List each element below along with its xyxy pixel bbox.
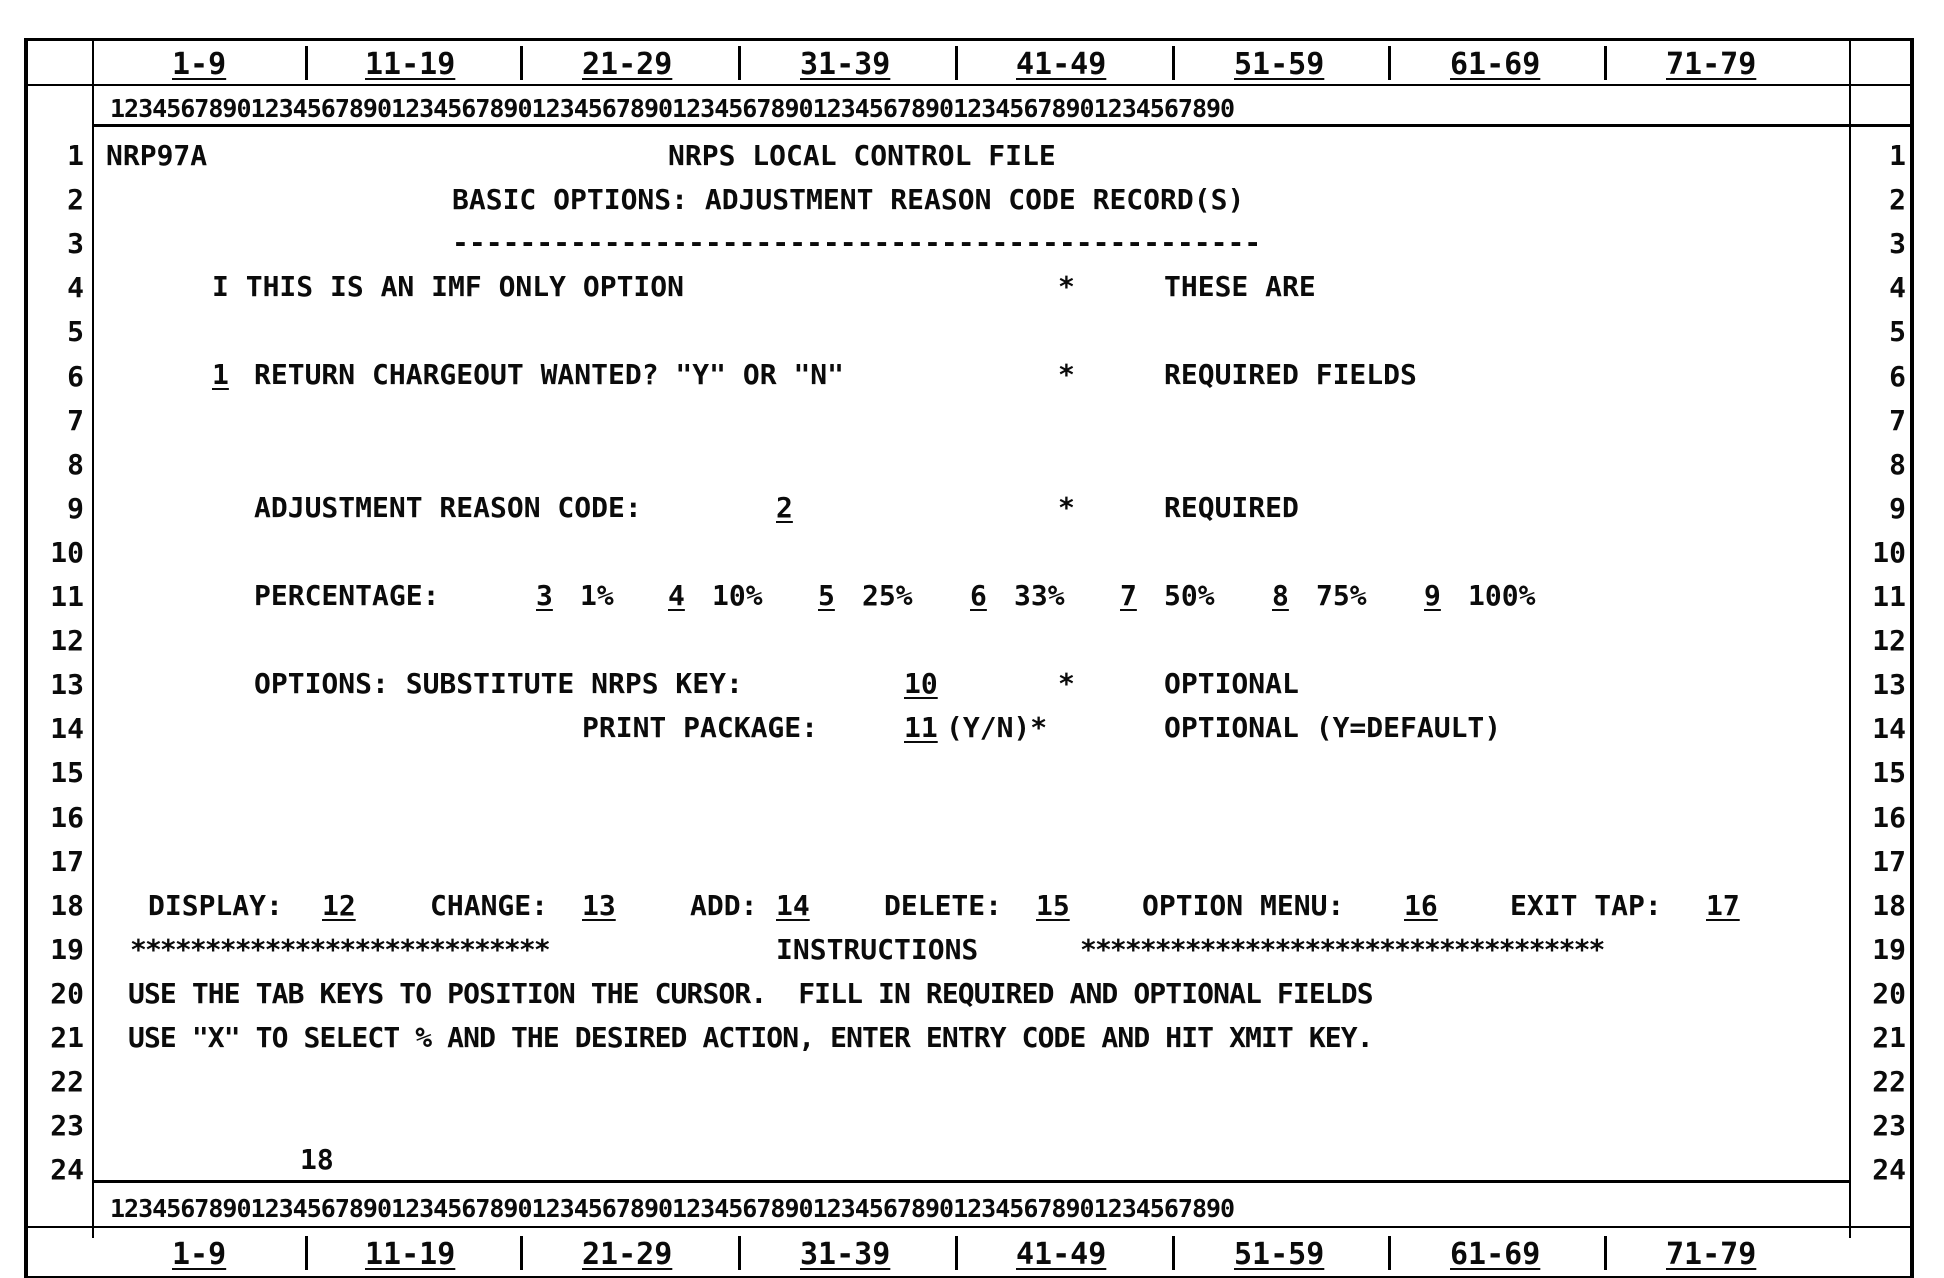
instruction-line-2: USE "X" TO SELECT % AND THE DESIRED ACTION, ENTER ENTRY CODE AND HIT XMIT KEY. <box>128 1021 1373 1054</box>
range-separator <box>955 1236 958 1270</box>
delete-label: DELETE: <box>884 889 1003 922</box>
screen-subtitle: BASIC OPTIONS: ADJUSTMENT REASON CODE RECORD(S) <box>452 183 1245 216</box>
row-number-left: 24 <box>50 1153 84 1186</box>
row-number-right: 13 <box>1872 668 1906 701</box>
row-number-right: 21 <box>1872 1021 1906 1054</box>
column-range-label: 61-69 <box>1450 47 1541 82</box>
range-separator <box>738 46 741 80</box>
range-separator <box>305 46 308 80</box>
row-number-right: 15 <box>1872 756 1906 789</box>
percentage-field-25[interactable]: 5 <box>818 579 835 612</box>
row-number-right: 9 <box>1889 492 1906 525</box>
percentage-field-33[interactable]: 6 <box>970 579 987 612</box>
column-range-label: 71-79 <box>1666 47 1757 82</box>
column-range-label: 41-49 <box>1016 1237 1107 1272</box>
screen-title: NRPS LOCAL CONTROL FILE <box>668 139 1056 172</box>
row-number-left: 19 <box>50 933 84 966</box>
return-chargeout-label: RETURN CHARGEOUT WANTED? "Y" OR "N" <box>254 358 845 391</box>
column-range-label: 71-79 <box>1666 1237 1757 1272</box>
row-number-left: 15 <box>50 756 84 789</box>
top-ruler-line <box>24 84 1914 86</box>
percentage-field-1[interactable]: 3 <box>536 579 553 612</box>
row-number-left: 5 <box>67 315 84 348</box>
row-number-right: 12 <box>1872 624 1906 657</box>
add-label: ADD: <box>690 889 758 922</box>
field-marker-star: * <box>1058 667 1075 700</box>
percentage-value: 10% <box>712 579 763 612</box>
percentage-value: 75% <box>1316 579 1367 612</box>
percentage-label: PERCENTAGE: <box>254 579 440 612</box>
percentage-value: 50% <box>1164 579 1215 612</box>
field-marker-star: * <box>1058 491 1075 524</box>
entry-code-field[interactable]: 18 <box>300 1143 334 1176</box>
column-range-label: 1-9 <box>172 1237 227 1272</box>
row-number-left: 6 <box>67 360 84 393</box>
row-number-left: 18 <box>50 889 84 922</box>
print-package-field[interactable]: 11 <box>904 711 938 744</box>
screen-top-border <box>92 124 1914 127</box>
imf-option-notice: I THIS IS AN IMF ONLY OPTION <box>212 270 685 303</box>
return-chargeout-field[interactable]: 1 <box>212 358 229 391</box>
row-number-right: 10 <box>1872 536 1906 569</box>
percentage-value: 100% <box>1468 579 1536 612</box>
range-separator <box>955 46 958 80</box>
row-number-left: 8 <box>67 448 84 481</box>
these-are-note: THESE ARE <box>1164 270 1316 303</box>
required-note: REQUIRED <box>1164 491 1299 524</box>
row-number-left: 23 <box>50 1109 84 1142</box>
column-range-label: 61-69 <box>1450 1237 1541 1272</box>
instructions-stars-right: *********************************** <box>1080 933 1604 966</box>
row-number-left: 22 <box>50 1065 84 1098</box>
screen-bottom-border <box>92 1180 1850 1183</box>
field-marker-star: * <box>1058 270 1075 303</box>
range-separator <box>1172 46 1175 80</box>
percentage-field-10[interactable]: 4 <box>668 579 685 612</box>
option-menu-label: OPTION MENU: <box>1142 889 1345 922</box>
change-action-field[interactable]: 13 <box>582 889 616 922</box>
program-id: NRP97A <box>106 139 208 172</box>
column-range-label: 11-19 <box>365 1237 456 1272</box>
exit-tap-label: EXIT TAP: <box>1510 889 1662 922</box>
top-border <box>24 38 1914 41</box>
column-digit-ruler: 12345678901234567890123456789012345678901234567890123456789012345678901234567890 <box>110 1194 1235 1223</box>
row-number-left: 7 <box>67 404 84 437</box>
row-number-right: 17 <box>1872 845 1906 878</box>
row-number-left: 1 <box>67 139 84 172</box>
range-separator <box>1604 1236 1607 1270</box>
row-number-right: 3 <box>1889 227 1906 260</box>
optional-note: OPTIONAL <box>1164 667 1299 700</box>
range-separator <box>1388 1236 1391 1270</box>
left-inner-border <box>92 38 94 1238</box>
right-inner-border <box>1849 38 1851 1238</box>
row-number-left: 21 <box>50 1021 84 1054</box>
adjustment-reason-code-field[interactable]: 2 <box>776 491 793 524</box>
range-separator <box>520 1236 523 1270</box>
percentage-field-50[interactable]: 7 <box>1120 579 1137 612</box>
column-range-label: 1-9 <box>172 47 227 82</box>
percentage-value: 1% <box>580 579 614 612</box>
range-separator <box>305 1236 308 1270</box>
percentage-value: 25% <box>862 579 913 612</box>
percentage-field-100[interactable]: 9 <box>1424 579 1441 612</box>
row-number-right: 11 <box>1872 580 1906 613</box>
instructions-stars-left: **************************** <box>130 933 549 966</box>
column-range-label: 31-39 <box>800 47 891 82</box>
row-number-right: 20 <box>1872 977 1906 1010</box>
column-range-label: 31-39 <box>800 1237 891 1272</box>
row-number-left: 2 <box>67 183 84 216</box>
yn-indicator: (Y/N)* <box>946 711 1048 744</box>
row-number-left: 17 <box>50 845 84 878</box>
row-number-left: 14 <box>50 712 84 745</box>
range-separator <box>738 1236 741 1270</box>
row-number-right: 18 <box>1872 889 1906 922</box>
substitute-key-label: OPTIONS: SUBSTITUTE NRPS KEY: <box>254 667 743 700</box>
bottom-ruler-line <box>24 1226 1914 1228</box>
range-separator <box>520 46 523 80</box>
row-number-right: 8 <box>1889 448 1906 481</box>
row-number-left: 20 <box>50 977 84 1010</box>
print-package-label: PRINT PACKAGE: <box>582 711 819 744</box>
percentage-field-75[interactable]: 8 <box>1272 579 1289 612</box>
option-menu-action-field[interactable]: 16 <box>1404 889 1438 922</box>
instruction-line-1: USE THE TAB KEYS TO POSITION THE CURSOR. FILL IN REQUIRED AND OPTIONAL FIELDS <box>128 977 1373 1010</box>
row-number-left: 4 <box>67 271 84 304</box>
row-number-left: 16 <box>50 801 84 834</box>
row-number-right: 23 <box>1872 1109 1906 1142</box>
optional-default-note: OPTIONAL (Y=DEFAULT) <box>1164 711 1502 744</box>
range-separator <box>1172 1236 1175 1270</box>
delete-action-field[interactable]: 15 <box>1036 889 1070 922</box>
substitute-nrps-key-field[interactable]: 10 <box>904 667 938 700</box>
row-number-right: 5 <box>1889 315 1906 348</box>
row-number-right: 1 <box>1889 139 1906 172</box>
row-number-left: 13 <box>50 668 84 701</box>
change-label: CHANGE: <box>430 889 549 922</box>
column-range-label: 21-29 <box>582 1237 673 1272</box>
adjustment-reason-label: ADJUSTMENT REASON CODE: <box>254 491 642 524</box>
required-fields-note: REQUIRED FIELDS <box>1164 358 1417 391</box>
field-marker-star: * <box>1058 358 1075 391</box>
column-range-label: 51-59 <box>1234 1237 1325 1272</box>
row-number-right: 2 <box>1889 183 1906 216</box>
row-number-right: 7 <box>1889 404 1906 437</box>
left-border <box>24 38 28 1278</box>
display-action-field[interactable]: 12 <box>322 889 356 922</box>
instructions-heading: INSTRUCTIONS <box>776 933 979 966</box>
column-digit-ruler: 12345678901234567890123456789012345678901234567890123456789012345678901234567890 <box>110 94 1235 123</box>
row-number-right: 19 <box>1872 933 1906 966</box>
right-border <box>1910 38 1914 1278</box>
row-number-left: 10 <box>50 536 84 569</box>
row-number-left: 11 <box>50 580 84 613</box>
range-separator <box>1388 46 1391 80</box>
column-range-label: 51-59 <box>1234 47 1325 82</box>
row-number-right: 16 <box>1872 801 1906 834</box>
row-number-right: 22 <box>1872 1065 1906 1098</box>
column-range-label: 11-19 <box>365 47 456 82</box>
add-action-field[interactable]: 14 <box>776 889 810 922</box>
row-number-right: 14 <box>1872 712 1906 745</box>
row-number-left: 3 <box>67 227 84 260</box>
row-number-right: 24 <box>1872 1153 1906 1186</box>
exit-tap-action-field[interactable]: 17 <box>1706 889 1740 922</box>
display-label: DISPLAY: <box>148 889 283 922</box>
title-divider: ------------------------------------------------ <box>452 226 1262 259</box>
column-range-label: 21-29 <box>582 47 673 82</box>
row-number-right: 6 <box>1889 360 1906 393</box>
column-range-label: 41-49 <box>1016 47 1107 82</box>
percentage-value: 33% <box>1014 579 1065 612</box>
row-number-left: 9 <box>67 492 84 525</box>
row-number-left: 12 <box>50 624 84 657</box>
range-separator <box>1604 46 1607 80</box>
row-number-right: 4 <box>1889 271 1906 304</box>
